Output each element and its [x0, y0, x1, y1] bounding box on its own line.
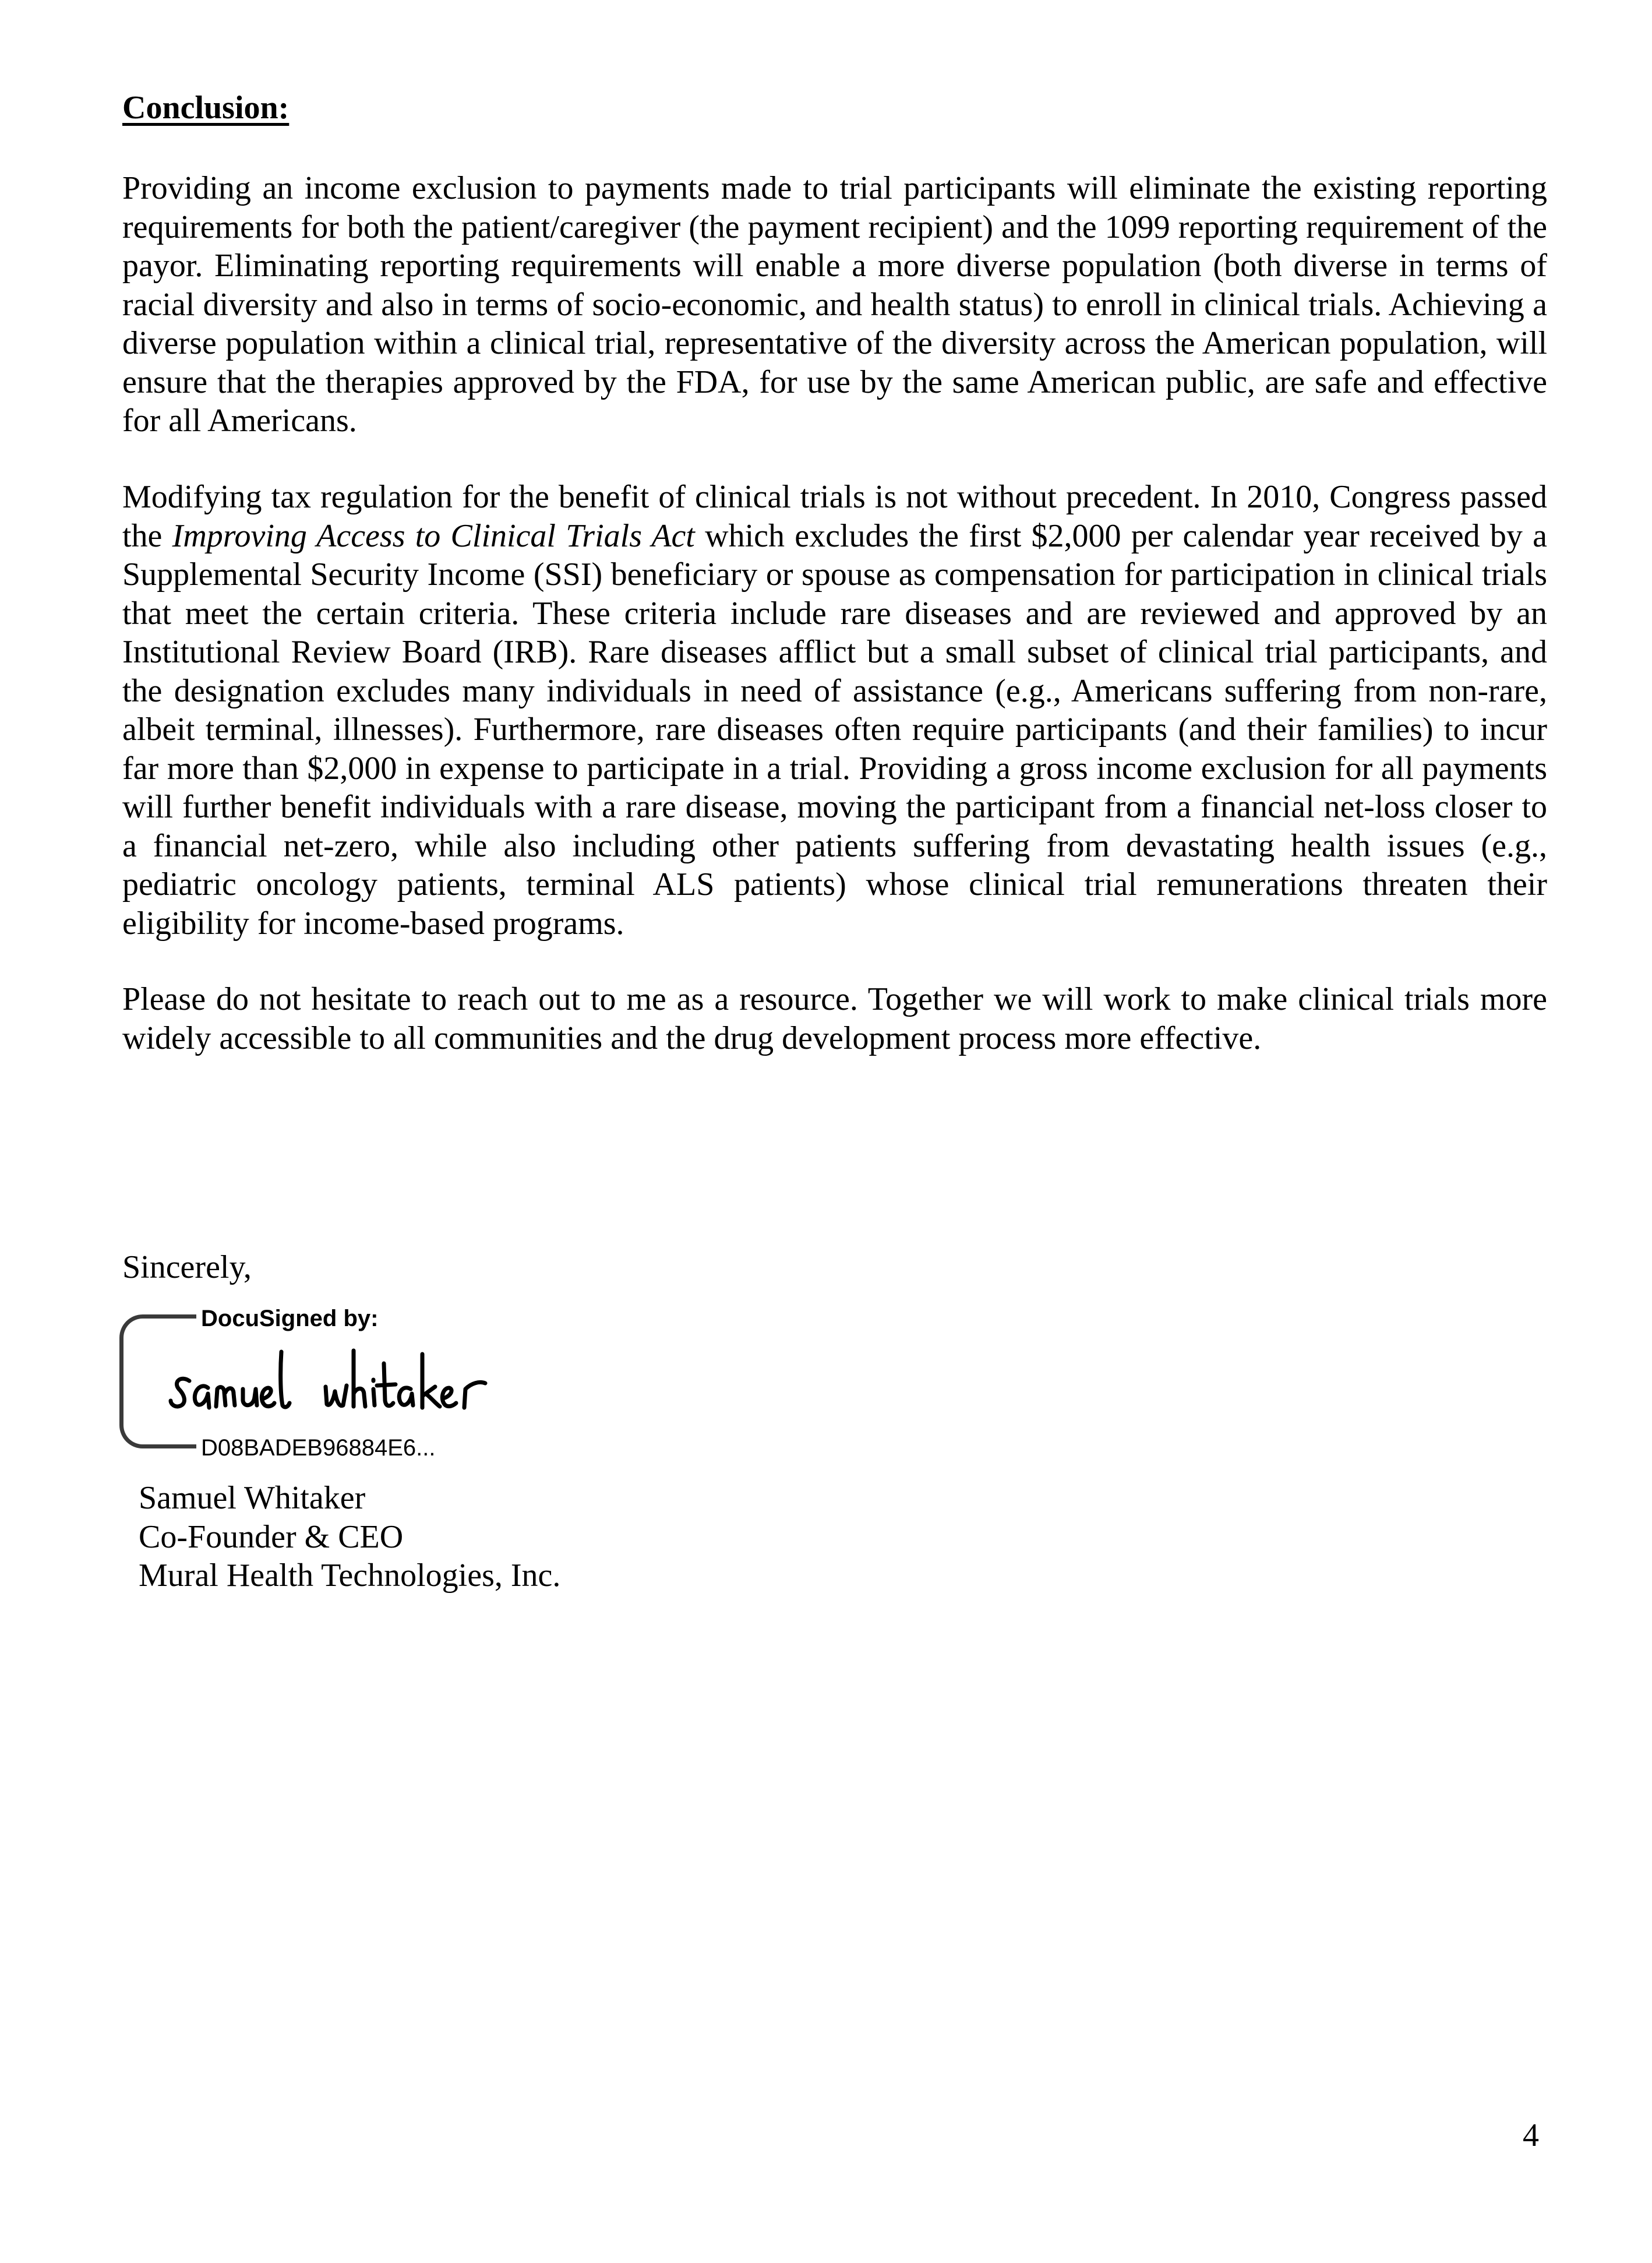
- signature-bracket-bottom: [154, 1444, 196, 1448]
- paragraph-text: Providing an income exclusion to payments made to trial participants will eliminate the existing reporting requirements for both the patient/caregiver (the payment recipient) and the 1099 reporting requirement of the payor. Eliminating reporting requirements will enable a more diverse population (both diverse in terms of racial diversity and also in terms of socio-economic, and health status) to enroll in clinical trials. Achieving a diverse population within a clinical trial, representative of the diversity across the American population, will ensure that the therapies approved by the FDA, for use by the same American public, are safe and effective for all Americans.: [122, 170, 1547, 439]
- signer-name: Samuel Whitaker: [139, 1480, 366, 1516]
- act-title: Improving Access to Clinical Trials Act: [172, 517, 695, 554]
- paragraph-tax-precedent: [122, 478, 1547, 943]
- closing-salutation: Sincerely,: [122, 1249, 252, 1285]
- signature-bracket-top: [154, 1314, 196, 1319]
- envelope-id: D08BADEB96884E6...: [201, 1435, 436, 1461]
- page-number: 4: [1523, 2117, 1539, 2153]
- docusigned-by-label: DocuSigned by:: [201, 1306, 379, 1331]
- paragraph-text: which excludes the first $2,000 per calendar year received by a Supplemental Security Income (SSI) beneficiary or spouse as compensation for participation in clinical trials that meet the certain criteria. These criteria include rare diseases and are reviewed and approved by an Institutional Review Board (IRB). Rare diseases afflict but a small subset of clinical trial participants, and the designation excludes many individuals in need of assistance (e.g., Americans suffering from non-rare, albeit terminal, illnesses). Furthermore, rare diseases often require participants (and their families) to incur far more than $2,000 in expense to participate in a trial. Providing a gross income exclusion for all payments will further benefit individuals with a rare disease, moving the participant from a financial net-loss closer to a financial net-zero, while also including other patients suffering from devastating health issues (e.g., pediatric oncology patients, terminal ALS patients) whose clinical trial remunerations threaten their eligibility for income-based programs.: [122, 517, 1548, 942]
- signature-bracket-icon: [119, 1314, 172, 1448]
- handwritten-signature-icon: [166, 1340, 527, 1427]
- paragraph-text: Modifying tax regulation for the benefit of clinical trials is not without precedent. In 2010, Congress passed the: [122, 479, 1547, 554]
- paragraph-income-exclusion: [122, 169, 1547, 440]
- section-heading: Conclusion:: [122, 90, 290, 126]
- signer-details: [139, 1479, 560, 1595]
- paragraph-text: Please do not hesitate to reach out to me as a resource. Together we will work to make clinical trials more widely accessible to all communities and the drug development process more effective.: [122, 981, 1547, 1056]
- signer-company: Mural Health Technologies, Inc.: [139, 1557, 561, 1594]
- signer-title: Co-Founder & CEO: [139, 1518, 404, 1555]
- docusign-signature-block: [119, 1305, 527, 1461]
- paragraph-closing-remarks: [122, 980, 1547, 1058]
